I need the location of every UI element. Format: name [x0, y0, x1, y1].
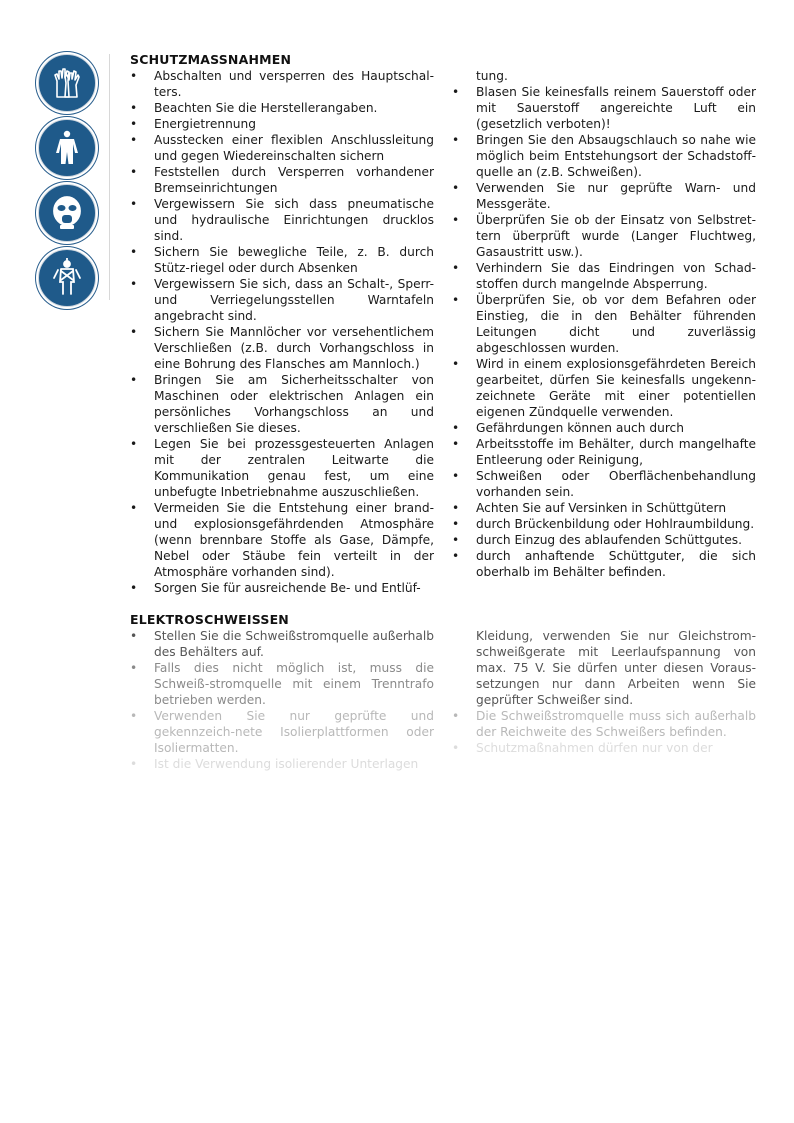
list-item-text: Die Schweißstromquelle muss sich außerhalb der Reichweite des Schweißers befinden.: [476, 709, 756, 739]
list-item-text: Gefährdungen können auch durch: [476, 421, 684, 435]
list-item-text: Energietrennung: [154, 117, 256, 131]
bullet-icon: •: [452, 741, 460, 755]
list-item: [130, 276, 434, 324]
list-item-text: Ausstecken einer flexiblen Anschlussleitung und gegen Wiedereinschalten sichern: [154, 133, 434, 163]
section-title-elektroschweissen: ELEKTROSCHWEISSEN: [130, 612, 289, 627]
list-item-text: Bringen Sie den Absaugschlauch so nahe wie möglich beim Entstehungsort der Schadstoff-quelle an (z.B. Schweißen).: [476, 133, 756, 179]
list-item: [452, 292, 756, 356]
list-item: [130, 68, 434, 100]
list-item-text: durch Einzug des ablaufenden Schüttgutes.: [476, 533, 743, 547]
list-item-text: Vergewissern Sie sich dass pneumatische und hydraulische Einrichtungen drucklos sind.: [154, 197, 434, 243]
bullet-icon: •: [130, 373, 138, 387]
list-item: [452, 420, 756, 436]
bullet-icon: •: [130, 197, 138, 211]
section1-right-column: [452, 68, 756, 580]
safety-harness-icon: [38, 249, 96, 307]
list-item-text: durch anhaftende Schüttguter, die sich oberhalb im Behälter befinden.: [476, 549, 756, 579]
ppe-icons: [38, 54, 96, 314]
bullet-icon: •: [130, 437, 138, 451]
protective-suit-icon: [38, 119, 96, 177]
bullet-icon: •: [452, 501, 460, 515]
section1-left-column: [130, 68, 434, 596]
list-item-text: durch Brückenbildung oder Hohlraumbildung.: [476, 517, 755, 531]
bullet-icon: •: [130, 69, 138, 83]
list-item-text: tung.: [476, 69, 508, 83]
list-item: [130, 708, 434, 756]
list-item: [452, 356, 756, 420]
bullet-icon: •: [452, 533, 460, 547]
list-item: [452, 708, 756, 740]
bullet-icon: •: [130, 101, 138, 115]
bullet-icon: •: [452, 133, 460, 147]
list-item: [452, 84, 756, 132]
list-item-text: Beachten Sie die Herstellerangaben.: [154, 101, 378, 115]
bullet-icon: •: [130, 757, 138, 771]
section2-left-column: [130, 628, 434, 772]
list-item: [452, 132, 756, 180]
list-item: [452, 628, 756, 708]
bullet-icon: •: [452, 549, 460, 563]
list-item: [452, 260, 756, 292]
bullet-icon: •: [130, 581, 138, 595]
bullet-icon: •: [452, 213, 460, 227]
bullet-icon: •: [452, 421, 460, 435]
bullet-icon: •: [452, 709, 460, 723]
list-item-text: Vermeiden Sie die Entstehung einer brand- und explosionsgefährdenden Atmosphäre (wenn brennbare Stoffe als Gase, Dämpfe, Nebel oder Stäube fein verteilt in der Atmosphäre vorhanden sind).: [154, 501, 434, 579]
bullet-icon: •: [130, 501, 138, 515]
list-item-text: Bringen Sie am Sicherheitsschalter von Maschinen oder elektrischen Anlagen ein persönliches Vorhangschloss an und verschließen Sie dieses.: [154, 373, 434, 435]
list-item-text: Falls dies nicht möglich ist, muss die Schweiß-stromquelle mit einem Trenntrafo betrieben werden.: [154, 661, 434, 707]
respirator-mask-icon: [38, 184, 96, 242]
list-item: [452, 740, 756, 756]
bullet-icon: •: [452, 293, 460, 307]
list-item-text: Verwenden Sie nur geprüfte und gekennzeich-nete Isolierplattformen oder Isoliermatten.: [154, 709, 434, 755]
list-item-text: Schweißen oder Oberflächenbehandlung vorhanden sein.: [476, 469, 756, 499]
list-item-text: Schutzmaßnahmen dürfen nur von der: [476, 741, 713, 755]
bullet-icon: •: [452, 181, 460, 195]
bullet-icon: •: [452, 261, 460, 275]
bullet-icon: •: [452, 517, 460, 531]
bullet-icon: •: [130, 661, 138, 675]
list-item-text: Ist die Verwendung isolierender Unterlagen: [154, 757, 419, 771]
bullet-icon: •: [130, 277, 138, 291]
section2-right-column: [452, 628, 756, 756]
list-item: [452, 68, 756, 84]
list-item-text: Verwenden Sie nur geprüfte Warn- und Messgeräte.: [476, 181, 756, 211]
bullet-icon: •: [130, 117, 138, 131]
list-item-text: Legen Sie bei prozessgesteuerten Anlagen mit der zentralen Leitwarte die Kommunikation genau fest, um eine unbefugte Inbetriebnahme auszuschließen.: [154, 437, 434, 499]
list-item: [452, 548, 756, 580]
list-item-text: Wird in einem explosionsgefährdeten Bereich gearbeitet, dürfen Sie keinesfalls ungekenn-zeichnete Geräte mit einer potentiellen eigenen Zündquelle verwenden.: [476, 357, 756, 419]
list-item-text: Feststellen durch Versperren vorhandener Bremseinrichtungen: [154, 165, 434, 195]
list-item: [130, 500, 434, 580]
gloves-icon: [38, 54, 96, 112]
list-item-text: Kleidung, verwenden Sie nur Gleichstrom-schweißgerate mit Leerlaufspannung von max. 75 V. Sie dürfen unter diesen Voraus-setzungen nur dann Arbeiten wenn Sie geprüfter Schweißer sind.: [476, 629, 756, 707]
list-item: [452, 180, 756, 212]
list-item: [130, 628, 434, 660]
bullet-icon: •: [130, 133, 138, 147]
list-item: [130, 116, 434, 132]
bullet-icon: •: [452, 469, 460, 483]
list-item: [130, 372, 434, 436]
list-item: [130, 580, 434, 596]
bullet-icon: •: [130, 165, 138, 179]
list-item: [130, 196, 434, 244]
list-item-text: Sichern Sie Mannlöcher vor versehentlichem Verschließen (z.B. durch Vorhangschloss in eine Bohrung des Flansches am Mannloch.): [154, 325, 434, 371]
list-item-text: Achten Sie auf Versinken in Schüttgütern: [476, 501, 727, 515]
list-item-text: Überprüfen Sie ob der Einsatz von Selbstret-tern überprüft wurde (Langer Fluchtweg, Gasaustritt usw.).: [476, 213, 756, 259]
list-item: [130, 244, 434, 276]
list-item-text: Sichern Sie bewegliche Teile, z. B. durch Stütz-riegel oder durch Absenken: [154, 245, 434, 275]
bullet-icon: •: [452, 85, 460, 99]
list-item: [130, 132, 434, 164]
vertical-divider: [109, 54, 110, 300]
list-item-text: Verhindern Sie das Eindringen von Schad-stoffen durch mangelnde Absperrung.: [476, 261, 756, 291]
list-item-text: Sorgen Sie für ausreichende Be- und Entlüf-: [154, 581, 421, 595]
list-item: [130, 436, 434, 500]
list-item: [452, 468, 756, 500]
list-item-text: Blasen Sie keinesfalls reinem Sauerstoff oder mit Sauerstoff angereichte Luft ein (gesetzlich verboten)!: [476, 85, 756, 131]
list-item: [130, 164, 434, 196]
list-item: [130, 324, 434, 372]
bullet-icon: •: [452, 437, 460, 451]
list-item: [452, 500, 756, 516]
bullet-icon: •: [130, 325, 138, 339]
list-item-text: Vergewissern Sie sich, dass an Schalt-, Sperr- und Verriegelungsstellen Warntafeln angebracht sind.: [154, 277, 434, 323]
list-item: [452, 532, 756, 548]
list-item: [130, 756, 434, 772]
bullet-icon: •: [130, 245, 138, 259]
list-item-text: Arbeitsstoffe im Behälter, durch mangelhafte Entleerung oder Reinigung,: [476, 437, 756, 467]
bullet-icon: •: [452, 357, 460, 371]
list-item: [452, 212, 756, 260]
list-item-text: Überprüfen Sie, ob vor dem Befahren oder Einstieg, die in den Behälter führenden Leitungen dicht und zuverlässig abgeschlossen wurden.: [476, 293, 756, 355]
list-item: [452, 436, 756, 468]
list-item-text: Stellen Sie die Schweißstromquelle außerhalb des Behälters auf.: [154, 629, 434, 659]
list-item: [452, 516, 756, 532]
bullet-icon: •: [130, 709, 138, 723]
list-item: [130, 100, 434, 116]
section-title-schutzmassnahmen: SCHUTZMASSNAHMEN: [130, 52, 292, 67]
bullet-icon: •: [130, 629, 138, 643]
list-item: [130, 660, 434, 708]
list-item-text: Abschalten und versperren des Hauptschal-ters.: [154, 69, 434, 99]
